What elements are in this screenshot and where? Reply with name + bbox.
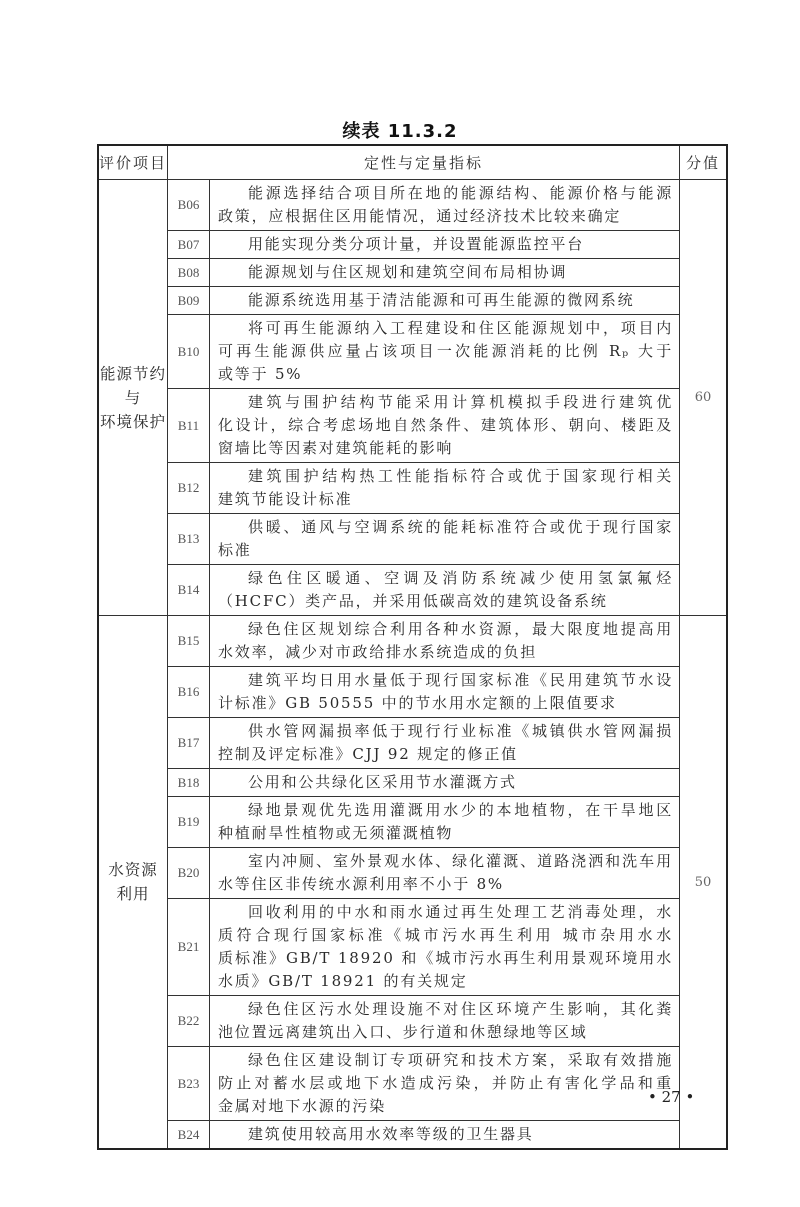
score-cell: 50 (680, 616, 728, 1150)
description-line: 将可再生能源纳入工程建设和住区能源规划中，项目内 (248, 319, 673, 337)
description-line: 建筑节能设计标准 (218, 490, 353, 508)
table-row (98, 1047, 727, 1121)
indicator-description (210, 1047, 680, 1121)
description-line: 水效率，减少对市政给排水系统造成的负担 (218, 643, 538, 661)
description-line: 池位置远离建筑出入口、步行道和休憩绿地等区域 (218, 1023, 588, 1041)
description-line: 政策，应根据住区用能情况，通过经济技术比较来确定 (218, 207, 622, 225)
indicator-code: B20 (168, 848, 210, 899)
header-score: 分值 (680, 145, 728, 180)
description-line: 建筑围护结构热工性能指标符合或优于国家现行相关 (248, 467, 673, 485)
description-line: 能源规划与住区规划和建筑空间布局相协调 (248, 263, 568, 281)
table-row (98, 616, 727, 667)
description-line: 化设计，综合考虑场地自然条件、建筑体形、朝向、楼距及 (218, 416, 673, 434)
indicator-code: B13 (168, 514, 210, 565)
table-row (98, 996, 727, 1047)
indicator-description (210, 718, 680, 769)
indicator-code: B07 (168, 231, 210, 259)
indicator-description (210, 848, 680, 899)
category-cell (98, 180, 168, 616)
header-indicator: 定性与定量指标 (168, 145, 680, 180)
indicator-code: B11 (168, 389, 210, 463)
table-row (98, 315, 727, 389)
description-line: 建筑与围护结构节能采用计算机模拟手段进行建筑优 (248, 393, 673, 411)
table-row (98, 463, 727, 514)
category-line: 环境保护 (99, 412, 166, 431)
indicator-description (210, 797, 680, 848)
description-line: 控制及评定标准》CJJ 92 规定的修正值 (218, 745, 518, 763)
description-line: 用能实现分类分项计量，并设置能源监控平台 (248, 235, 585, 253)
indicator-description (210, 315, 680, 389)
description-line: 绿地景观优先选用灌溉用水少的本地植物，在干旱地区 (248, 801, 673, 819)
table-row (98, 287, 727, 315)
description-line: 绿色住区建设制订专项研究和技术方案，采取有效措施 (248, 1051, 673, 1069)
indicator-description (210, 1121, 680, 1150)
category-line: 水资源 (108, 861, 158, 879)
indicator-description (210, 769, 680, 797)
table-row (98, 769, 727, 797)
indicator-code: B09 (168, 287, 210, 315)
evaluation-table (97, 144, 728, 1150)
description-line: 室内冲厕、室外景观水体、绿化灌溉、道路浇洒和洗车用 (248, 852, 673, 870)
description-line: （HCFC）类产品，并采用低碳高效的建筑设备系统 (218, 592, 608, 610)
indicator-description (210, 514, 680, 565)
description-line: 可再生能源供应量占该项目一次能源消耗的比例 Rₚ 大于 (218, 342, 673, 360)
indicator-code: B10 (168, 315, 210, 389)
indicator-code: B23 (168, 1047, 210, 1121)
table-row (98, 848, 727, 899)
page-number: • 27 • (648, 1088, 695, 1106)
description-line: 绿色住区污水处理设施不对住区环境产生影响，其化粪 (248, 1000, 673, 1018)
description-line: 防止对蓄水层或地下水造成污染，并防止有害化学品和重 (218, 1074, 673, 1092)
indicator-description (210, 287, 680, 315)
table-row (98, 667, 727, 718)
indicator-code: B14 (168, 565, 210, 616)
table-header-row (98, 145, 727, 180)
indicator-description (210, 565, 680, 616)
table-row (98, 180, 727, 231)
table-row (98, 797, 727, 848)
description-line: 计标准》GB 50555 中的节水用水定额的上限值要求 (218, 694, 617, 712)
indicator-description (210, 231, 680, 259)
category-line: 利用 (116, 885, 150, 903)
description-line: 公用和公共绿化区采用节水灌溉方式 (248, 773, 517, 791)
indicator-description (210, 996, 680, 1047)
indicator-description (210, 616, 680, 667)
table-title: 续表 11.3.2 (342, 121, 458, 142)
indicator-code: B21 (168, 899, 210, 996)
indicator-description (210, 463, 680, 514)
category-line: 能源节约与 (99, 364, 166, 407)
indicator-code: B19 (168, 797, 210, 848)
indicator-description (210, 259, 680, 287)
description-line: 水质》GB/T 18921 的有关规定 (218, 972, 468, 990)
score-cell: 60 (680, 180, 728, 616)
description-line: 绿色住区规划综合利用各种水资源，最大限度地提高用 (248, 620, 673, 638)
description-line: 建筑使用较高用水效率等级的卫生器具 (248, 1125, 534, 1143)
indicator-code: B17 (168, 718, 210, 769)
indicator-code: B18 (168, 769, 210, 797)
table-row (98, 718, 727, 769)
indicator-description (210, 899, 680, 996)
indicator-code: B16 (168, 667, 210, 718)
indicator-code: B12 (168, 463, 210, 514)
category-cell (98, 616, 168, 1150)
indicator-code: B22 (168, 996, 210, 1047)
description-line: 金属对地下水源的污染 (218, 1097, 387, 1115)
table-row (98, 899, 727, 996)
description-line: 标准 (218, 541, 252, 559)
description-line: 窗墙比等因素对建筑能耗的影响 (218, 439, 454, 457)
table-row (98, 389, 727, 463)
table-row (98, 231, 727, 259)
description-line: 能源选择结合项目所在地的能源结构、能源价格与能源 (248, 184, 673, 202)
indicator-description (210, 667, 680, 718)
indicator-description (210, 389, 680, 463)
description-line: 水等住区非传统水源利用率不小于 8% (218, 875, 504, 893)
indicator-code: B08 (168, 259, 210, 287)
header-item: 评价项目 (98, 145, 168, 180)
table-row (98, 514, 727, 565)
description-line: 能源系统选用基于清洁能源和可再生能源的微网系统 (248, 291, 635, 309)
description-line: 或等于 5% (218, 365, 303, 383)
description-line: 供暖、通风与空调系统的能耗标准符合或优于现行国家 (248, 518, 673, 536)
description-line: 种植耐旱性植物或无须灌溉植物 (218, 824, 454, 842)
indicator-code: B24 (168, 1121, 210, 1150)
description-line: 供水管网漏损率低于现行行业标准《城镇供水管网漏损 (248, 722, 673, 740)
description-line: 质标准》GB/T 18920 和《城市污水再生利用景观环境用水 (218, 949, 673, 967)
description-line: 绿色住区暖通、空调及消防系统减少使用氢氯氟烃 (248, 569, 673, 587)
description-line: 质符合现行国家标准《城市污水再生利用 城市杂用水水 (218, 926, 673, 944)
description-line: 回收利用的中水和雨水通过再生处理工艺消毒处理，水 (248, 903, 673, 921)
description-line: 建筑平均日用水量低于现行国家标准《民用建筑节水设 (248, 671, 673, 689)
table-row (98, 1121, 727, 1150)
table-row (98, 259, 727, 287)
indicator-description (210, 180, 680, 231)
indicator-code: B15 (168, 616, 210, 667)
table-row (98, 565, 727, 616)
indicator-code: B06 (168, 180, 210, 231)
